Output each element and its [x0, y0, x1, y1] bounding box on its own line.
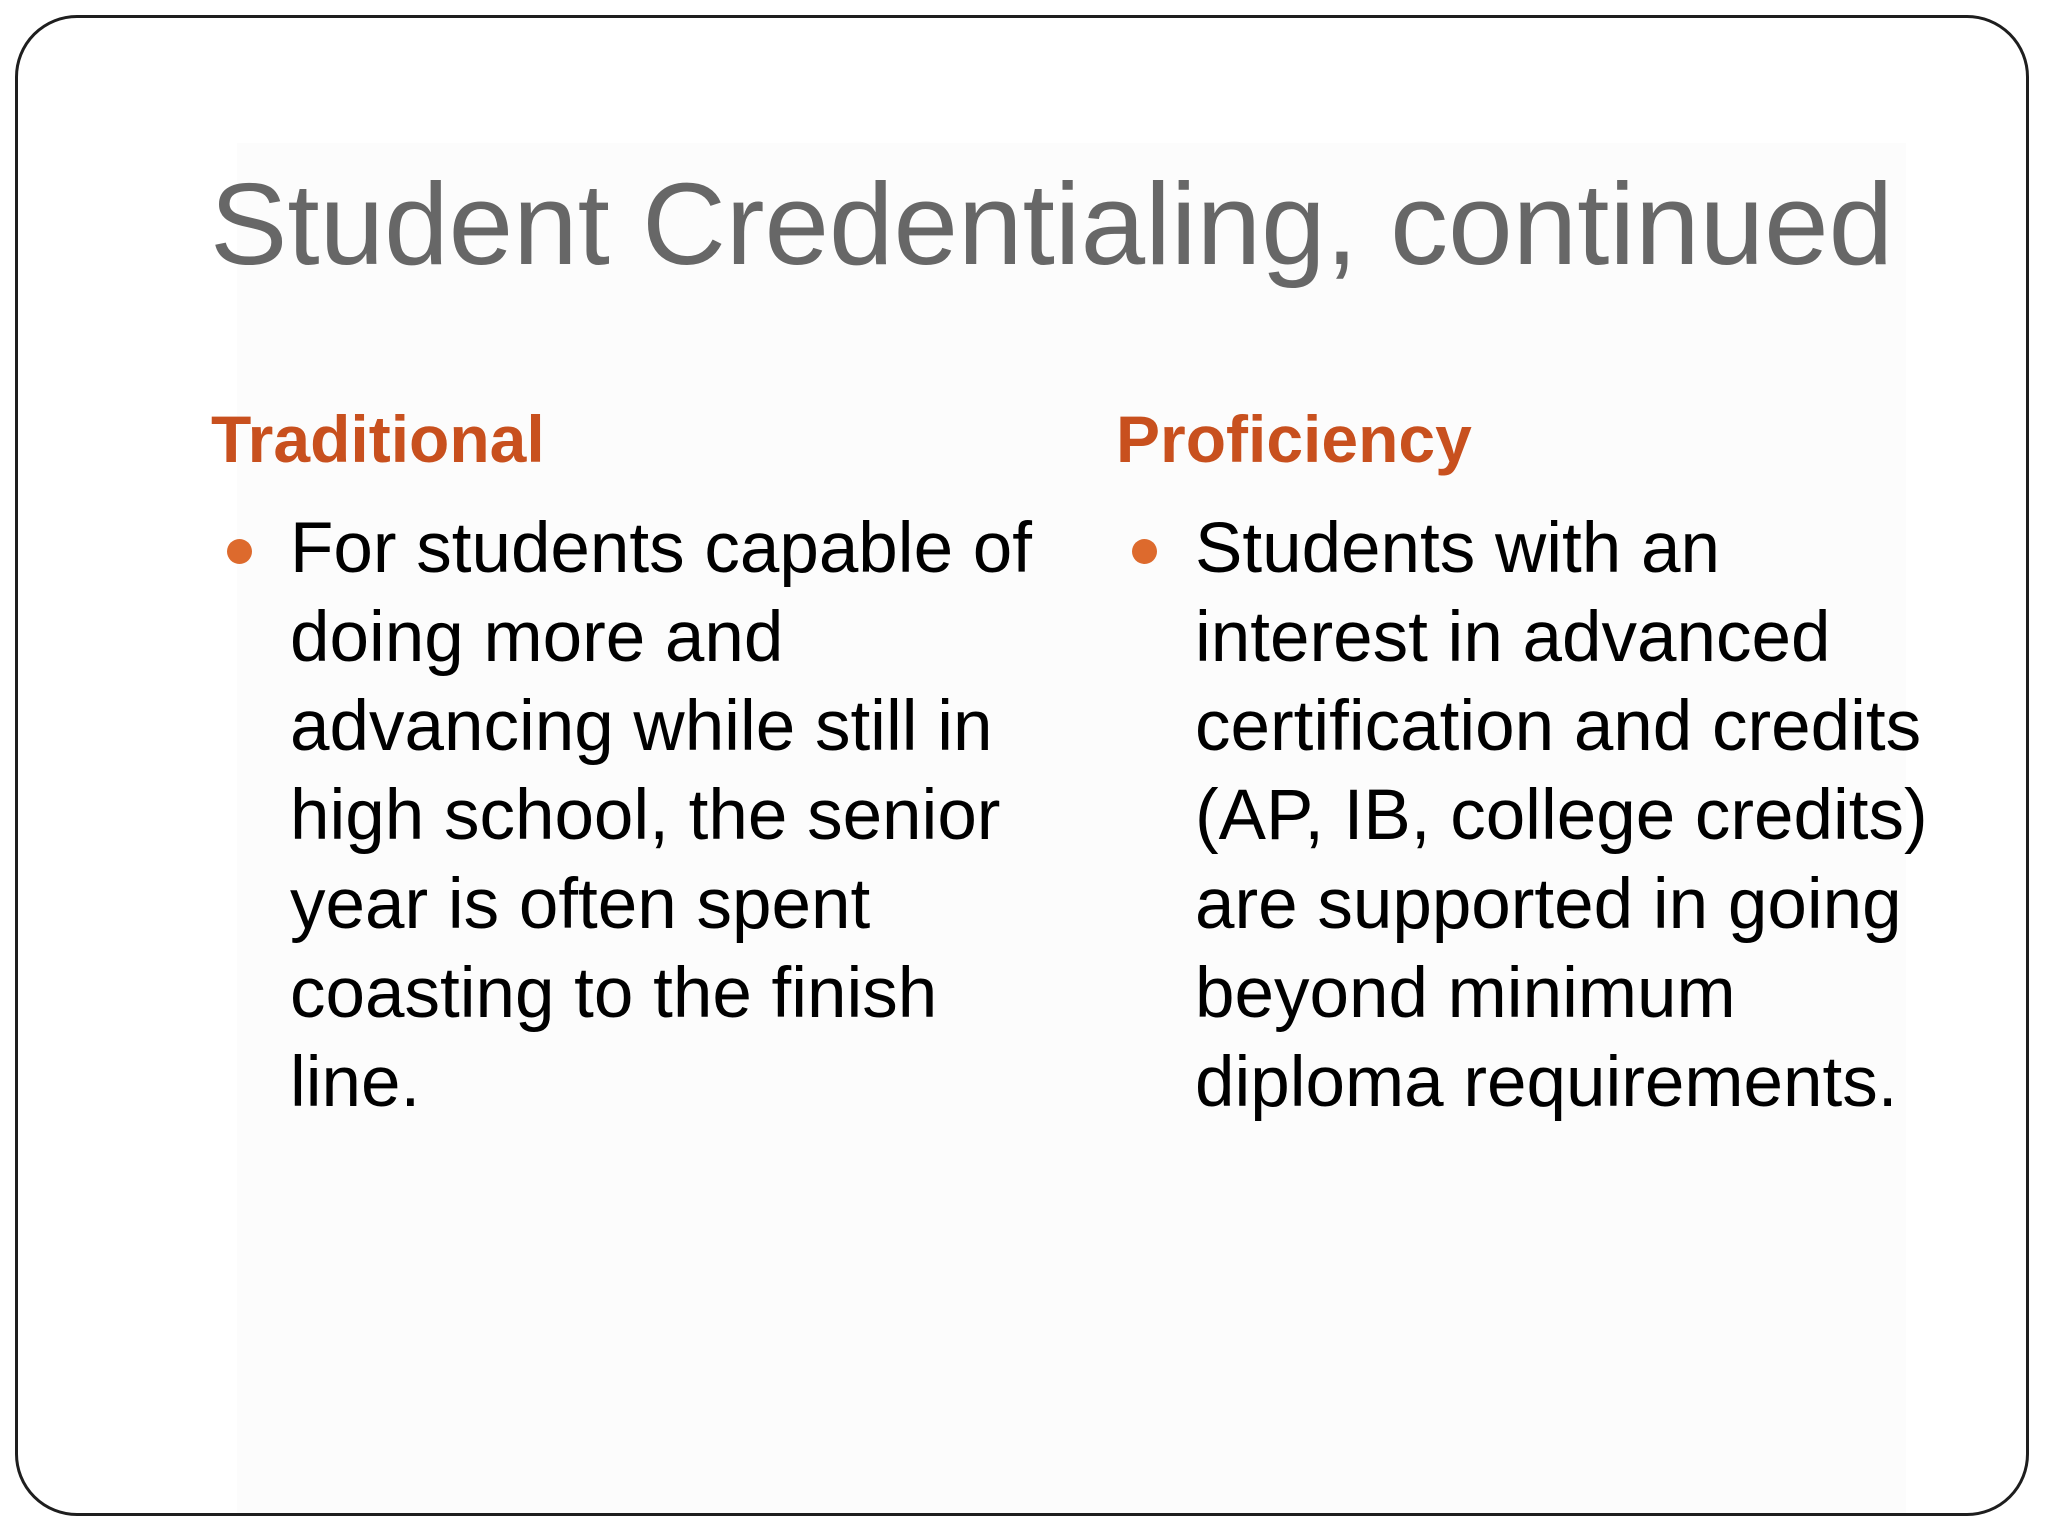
proficiency-column: [1116, 400, 1946, 1127]
traditional-bullet-text: For students capable of doing more and advancing while still in high school, the senior year is often spent coasting to the finish line.: [290, 509, 1032, 1123]
traditional-column: [211, 400, 1061, 1127]
proficiency-bullet-text: Students with an interest in advanced certification and credits (AP, IB, college credits) are supported in going beyond minimum diploma requirements.: [1195, 509, 1928, 1123]
bullet-item: [211, 504, 1061, 1127]
slide-title: Student Credentialing, continued: [210, 159, 1894, 289]
proficiency-heading: Proficiency: [1116, 402, 1472, 476]
bullet-item: [1116, 504, 1946, 1127]
bullet-dot-icon: [227, 539, 252, 564]
bullet-dot-icon: [1132, 539, 1157, 564]
traditional-heading: Traditional: [211, 402, 545, 476]
